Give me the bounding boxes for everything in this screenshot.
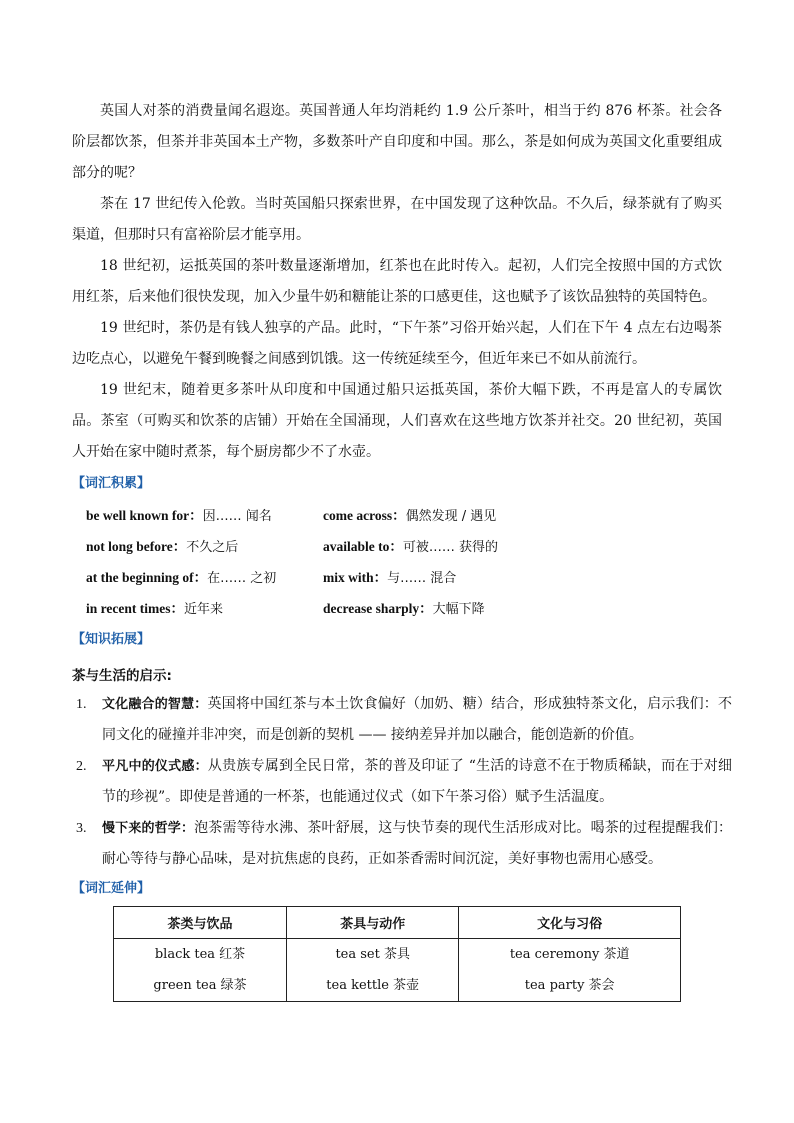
knowledge-subtitle: 茶与生活的启示: (72, 668, 172, 684)
table-cell: tea set 茶具 (287, 939, 459, 971)
vocab-term: mix with (323, 570, 374, 585)
list-text (102, 751, 732, 813)
list-item-heading: 慢下来的哲学： (102, 821, 195, 836)
list-number: 1. (76, 697, 87, 712)
paragraph-4: 19 世纪时，茶仍是有钱人独享的产品。此时，“下午茶”习俗开始兴起，人们在下午 4 点左右边喝茶边吃点心，以避免午餐到晚餐之间感到饥饿。这一传统延续至今，但近年来已不如从前流行。 (72, 320, 722, 367)
vocab-term: at the beginning of (86, 570, 194, 585)
vocab-entry: be well known for：因…… 闻名 (86, 508, 272, 524)
vocab-entry: mix with：与…… 混合 (323, 570, 457, 586)
vocab-extension-table (113, 906, 681, 1002)
paragraph-3: 18 世纪初，运抵英国的茶叶数量逐渐增加，红茶也在此时传入。起初，人们完全按照中国的方式饮用红茶，后来他们很快发现，加入少量牛奶和糖能让茶的口感更佳，这也赋予了该饮品独特的英国特色。 (72, 258, 722, 305)
extension-section-title: 【词汇延伸】 (72, 881, 151, 896)
list-number: 3. (76, 821, 87, 836)
list-item-body: 英国将中国红茶与本土饮食偏好（加奶、糖）结合，形成独特茶文化，启示我们：不同文化的碰撞并非冲突，而是创新的契机 —— 接纳差异并加以融合，能创造新的价值。 (102, 696, 732, 743)
vocab-entry: not long before：不久之后 (86, 539, 239, 555)
vocab-entry: decrease sharply：大幅下降 (323, 601, 485, 617)
vocab-entry: available to：可被…… 获得的 (323, 539, 499, 555)
vocab-term: come across (323, 508, 393, 523)
table-row (114, 939, 681, 971)
vocab-term: in recent times (86, 601, 171, 616)
vocab-meaning: 大幅下降 (432, 602, 485, 617)
vocab-meaning: 在…… 之初 (207, 571, 277, 586)
vocab-meaning: 偶然发现 / 遇见 (405, 509, 497, 524)
list-text (102, 813, 732, 875)
vocab-entry: come across：偶然发现 / 遇见 (323, 508, 497, 524)
paragraph-1: 英国人对茶的消费量闻名遐迩。英国普通人年均消耗约 1.9 公斤茶叶，相当于约 876 杯茶。社会各阶层都饮茶，但茶并非英国本土产物，多数茶叶产自印度和中国。那么，茶是如何成为英国文化重要组成部分的呢？ (72, 103, 722, 181)
paragraph-2: 茶在 17 世纪传入伦敦。当时英国船只探索世界，在中国发现了这种饮品。不久后，绿茶就有了购买渠道，但那时只有富裕阶层才能享用。 (72, 196, 722, 243)
knowledge-section-title: 【知识拓展】 (72, 632, 151, 647)
list-item-body: 泡茶需等待水沸、茶叶舒展，这与快节奏的现代生活形成对比。喝茶的过程提醒我们：耐心等待与静心品味，是对抗焦虑的良药，正如茶香需时间沉淀，美好事物也需用心感受。 (102, 820, 732, 867)
vocab-term: be well known for (86, 508, 190, 523)
table-cell: tea ceremony 茶道 (459, 939, 681, 971)
vocab-row (86, 567, 686, 589)
vocab-term: decrease sharply (323, 601, 420, 616)
vocab-row (86, 536, 686, 558)
table-header-row (114, 907, 681, 939)
table-cell: tea party 茶会 (459, 970, 681, 1002)
vocab-meaning: 可被…… 获得的 (402, 540, 499, 555)
vocab-term: available to (323, 539, 390, 554)
table-header-cell: 茶类与饮品 (114, 907, 287, 939)
table-cell: green tea 绿茶 (114, 970, 287, 1002)
vocab-meaning: 因…… 闻名 (202, 509, 272, 524)
list-item-body: 从贵族专属到全民日常，茶的普及印证了 “生活的诗意不在于物质稀缺，而在于对细节的珍视”。即使是普通的一杯茶，也能通过仪式（如下午茶习俗）赋予生活温度。 (102, 758, 732, 805)
vocab-meaning: 不久之后 (186, 540, 239, 555)
list-number: 2. (76, 759, 87, 774)
table-cell: tea kettle 茶壶 (287, 970, 459, 1002)
vocab-meaning: 近年来 (183, 602, 223, 617)
table-row (114, 970, 681, 1002)
table-header-cell: 茶具与动作 (287, 907, 459, 939)
table-cell: black tea 红茶 (114, 939, 287, 971)
table-header-cell: 文化与习俗 (459, 907, 681, 939)
list-item-heading: 平凡中的仪式感： (102, 759, 208, 774)
vocab-row (86, 598, 686, 620)
vocab-section-title: 【词汇积累】 (72, 476, 151, 491)
vocab-entry: at the beginning of：在…… 之初 (86, 570, 277, 586)
list-text (102, 689, 732, 751)
paragraph-5: 19 世纪末，随着更多茶叶从印度和中国通过船只运抵英国，茶价大幅下跌，不再是富人的专属饮品。茶室（可购买和饮茶的店铺）开始在全国涌现，人们喜欢在这些地方饮茶并社交。20 世纪初，英国人开始在家中随时煮茶，每个厨房都少不了水壶。 (72, 382, 722, 460)
vocab-row (86, 505, 686, 527)
vocab-term: not long before (86, 539, 173, 554)
vocab-meaning: 与…… 混合 (387, 571, 457, 586)
vocab-entry: in recent times：近年来 (86, 601, 223, 617)
list-item-heading: 文化融合的智慧： (102, 697, 208, 712)
